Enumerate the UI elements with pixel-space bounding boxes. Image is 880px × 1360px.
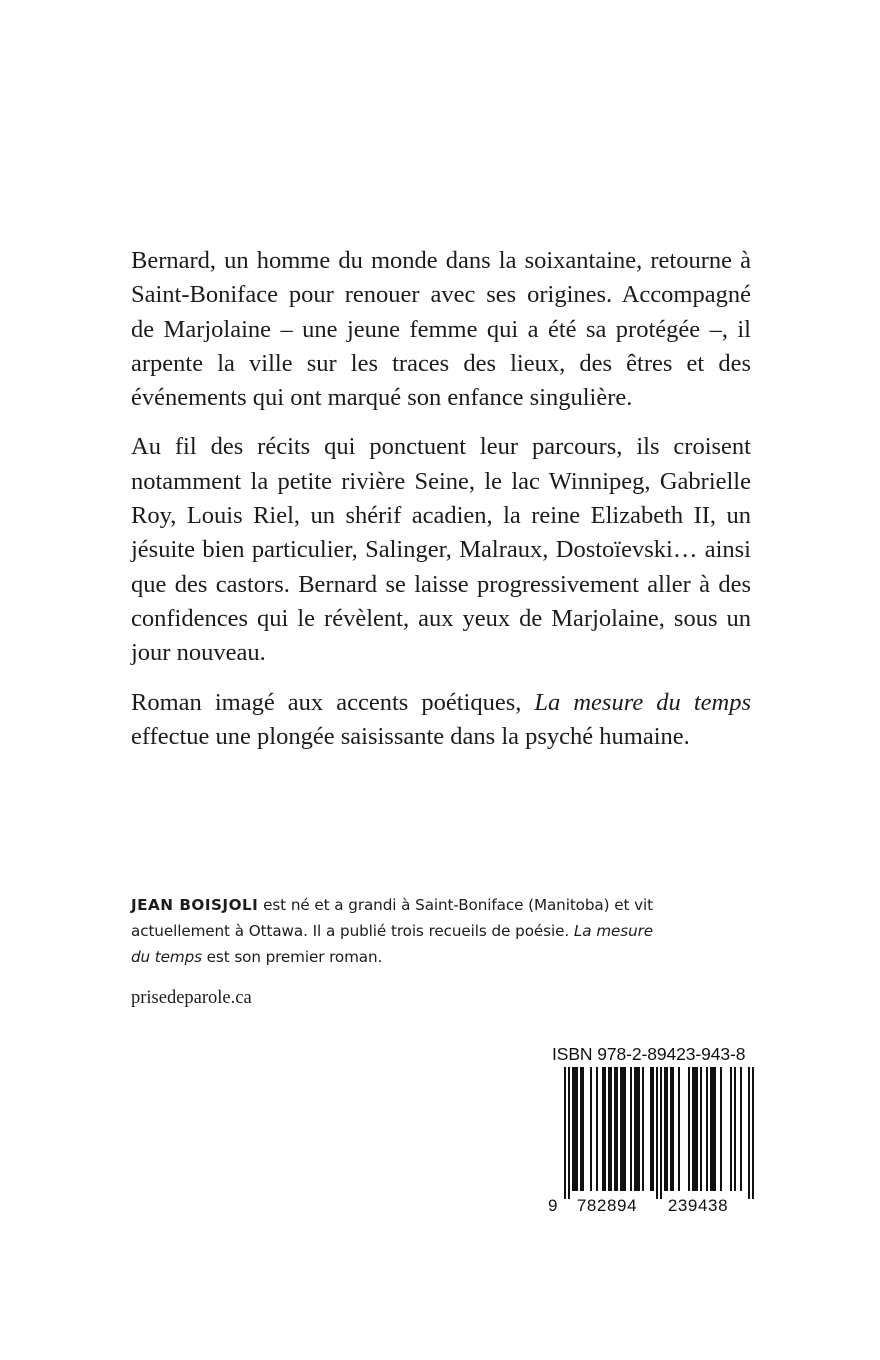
bio-text-before: est né et a grandi à Saint-Boniface (Manitoba) et vit actuellement à Ottawa. Il a publié trois recueils de poésie. — [131, 896, 653, 940]
barcode-bar — [634, 1067, 636, 1191]
barcode-bar — [752, 1067, 754, 1199]
barcode-bar — [730, 1067, 732, 1191]
barcode-bar — [666, 1067, 668, 1191]
barcode-bar — [568, 1067, 570, 1199]
publisher-website: prisedeparole.ca — [131, 988, 252, 1008]
barcode-bar — [630, 1067, 632, 1191]
barcode-bar — [692, 1067, 694, 1191]
barcode-left-digits: 782894 — [576, 1196, 638, 1213]
barcode-first-digit: 9 — [548, 1196, 558, 1213]
barcode-bar — [678, 1067, 680, 1191]
barcode-bar — [740, 1067, 742, 1191]
isbn-label: ISBN 978-2-89423-943-8 — [552, 1044, 746, 1064]
barcode-bar — [572, 1067, 574, 1191]
barcode-bar — [602, 1067, 604, 1191]
barcode-bar — [604, 1067, 606, 1191]
barcode-bar — [660, 1067, 662, 1199]
bio-book-title: La mesure du temps — [131, 922, 653, 966]
barcode-bar — [642, 1067, 644, 1191]
barcode-bars — [548, 1067, 758, 1213]
barcode-bar — [700, 1067, 702, 1191]
barcode-bar — [734, 1067, 736, 1191]
barcode-bar — [614, 1067, 616, 1191]
blurb-paragraph-2: Au fil des récits qui ponctuent leur parcours, ils croisent notamment la petite rivière Seine, le lac Winnipeg, Gabrielle Roy, Louis Riel, un shérif acadien, la reine Elizabeth II, un jésuite bien particulier, Salinger, Malraux, Dostoïevski… ainsi que des castors. Bernard se laisse progressivement aller à des confidences qui le révèlent, aux yeux de Marjolaine, sous un jour nouveau. — [131, 433, 751, 667]
barcode-bar — [710, 1067, 712, 1191]
barcode-bar — [590, 1067, 592, 1191]
blurb-paragraph-1: Bernard, un homme du monde dans la soixantaine, retourne à Saint-Boniface pour renouer avec ses origines. Accompagné de Marjolaine – une jeune femme qui a été sa protégée –, il arpente la ville sur les traces des lieux, des êtres et des événements qui ont marqué son enfance singulière. — [131, 247, 751, 412]
barcode-bar — [610, 1067, 612, 1191]
barcode-bar — [638, 1067, 640, 1191]
barcode-bar — [608, 1067, 610, 1191]
barcode-bar — [712, 1067, 714, 1191]
barcode-right-digits: 239438 — [667, 1196, 729, 1213]
barcode-bar — [656, 1067, 658, 1199]
barcode-bar — [580, 1067, 582, 1191]
barcode-bar — [714, 1067, 716, 1191]
cover-blurb — [131, 244, 751, 769]
barcode-bar — [636, 1067, 638, 1191]
barcode-bar — [688, 1067, 690, 1191]
author-bio — [131, 892, 653, 970]
bio-text-after: est son premier roman. — [201, 948, 383, 966]
barcode-bar — [650, 1067, 652, 1191]
barcode-bar — [748, 1067, 750, 1199]
barcode-bar — [670, 1067, 672, 1191]
barcode-bar — [564, 1067, 566, 1199]
barcode-bar — [576, 1067, 578, 1191]
barcode-bar — [616, 1067, 618, 1191]
blurb-p3-after: effectue une plongée saisissante dans la psyché humaine. — [131, 722, 690, 750]
barcode-bar — [694, 1067, 696, 1191]
barcode-bar — [582, 1067, 584, 1191]
barcode-bar — [672, 1067, 674, 1191]
barcode-bar — [574, 1067, 576, 1191]
barcode-bar — [706, 1067, 708, 1191]
author-name: JEAN BOISJOLI — [131, 896, 259, 914]
barcode-bar — [696, 1067, 698, 1191]
barcode-bar — [664, 1067, 666, 1191]
book-title: La mesure du temps — [534, 688, 751, 716]
blurb-paragraph-3 — [131, 686, 751, 755]
barcode-bar — [652, 1067, 654, 1191]
barcode-bar — [622, 1067, 624, 1191]
barcode-bar — [596, 1067, 598, 1191]
barcode-bar — [720, 1067, 722, 1191]
blurb-p3-before: Roman imagé aux accents poétiques, — [131, 688, 535, 716]
barcode-bar — [620, 1067, 622, 1191]
barcode-bar — [624, 1067, 626, 1191]
